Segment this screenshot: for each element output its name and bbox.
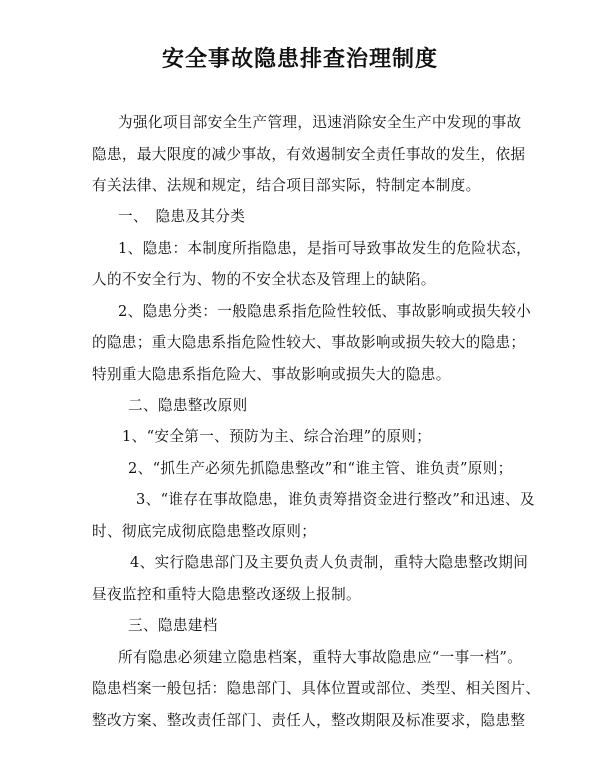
- paragraph-line: 隐患档案一般包括：隐患部门、具体位置或部位、类型、相关图片、: [92, 680, 541, 697]
- paragraph-line: 隐患，最大限度的减少事故，有效遏制安全责任事故的发生，依据: [92, 146, 526, 163]
- section-heading: 一、 隐患及其分类: [118, 208, 246, 225]
- paragraph-line: 人的不安全行为、物的不安全状态及管理上的缺陷。: [92, 271, 436, 288]
- paragraph-line: 时、彻底完成彻底隐患整改原则；: [92, 523, 317, 540]
- section-heading: 二、隐患整改原则: [128, 397, 248, 414]
- paragraph-line: 所有隐患必须建立隐患档案，重特大事故隐患应“一事一档”。: [118, 649, 523, 666]
- paragraph-line: 2、隐患分类：一般隐患系指危险性较低、事故影响或损失较小: [118, 303, 532, 320]
- paragraph-line: 有关法律、法规和规定，结合项目部实际，特制定本制度。: [92, 177, 481, 194]
- paragraph-line: 整改方案、整改责任部门、责任人，整改期限及标准要求，隐患整: [92, 712, 526, 729]
- paragraph-line: 昼夜监控和重特大隐患整改逐级上报制。: [92, 586, 361, 603]
- paragraph-line: 的隐患；重大隐患系指危险性较大、事故影响或损失较大的隐患；: [92, 334, 526, 351]
- document-title: 安全事故隐患排查治理制度: [161, 47, 438, 72]
- paragraph-line: 4、实行隐患部门及主要负责人负责制，重特大隐患整改期间: [130, 554, 529, 571]
- paragraph-line: 1、隐患：本制度所指隐患，是指可导致事故发生的危险状态，: [118, 240, 532, 257]
- paragraph-line: 1、“安全第一、预防为主、综合治理”的原则；: [122, 428, 432, 445]
- paragraph-line: 为强化项目部安全生产管理，迅速消除安全生产中发现的事故: [118, 114, 522, 131]
- paragraph-line: 3、“谁存在事故隐患，谁负责筹措资金进行整改”和迅速、及: [136, 491, 535, 508]
- paragraph-line: 特别重大隐患系指危险大、事故影响或损失大的隐患。: [92, 366, 451, 383]
- paragraph-line: 2、“抓生产必须先抓隐患整改”和“谁主管、谁负责”原则；: [128, 460, 513, 477]
- section-heading: 三、隐患建档: [128, 617, 218, 634]
